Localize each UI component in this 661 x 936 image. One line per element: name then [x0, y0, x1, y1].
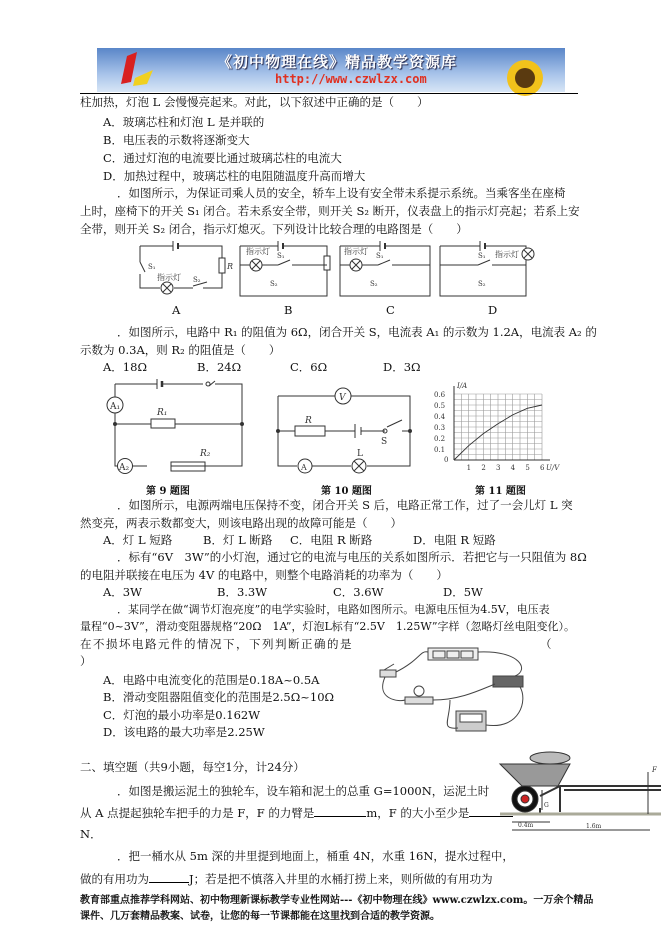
option-b: B．滑动变阻器阻值变化的范围是2.5Ω~10Ω — [103, 690, 335, 704]
y-tick-label: 0.3 — [434, 424, 446, 432]
section-heading: 二、填空题（共9小题，每空1分，计24分） — [80, 760, 305, 774]
question-text: ．把一桶水从 5m 深的井里提到地面上，桶重 4N，水重 16N，提水过程中， — [117, 849, 514, 863]
option-c: C．通过灯泡的电流要比通过玻璃芯柱的电流大 — [103, 151, 342, 165]
x-tick-label: 1 — [466, 464, 472, 472]
question-text: 做的有用功为 J；若是把不慎落入井里的水桶打捞上来，则所做的有用功为 — [80, 872, 493, 886]
option-d: D．5W — [443, 585, 483, 599]
svg-text:G: G — [544, 802, 549, 809]
svg-text:指示灯: 指示灯 — [157, 273, 181, 282]
option-c: C．灯泡的最小功率是0.162W — [103, 708, 261, 722]
question-text: 在不损坏电路元件的情况下，下列判断正确的是 — [80, 637, 353, 651]
option-d: D．3Ω — [383, 360, 421, 374]
y-tick-label: 0.1 — [434, 446, 446, 454]
option-b: B．3.3W — [217, 585, 268, 599]
svg-text:指示灯: 指示灯 — [344, 247, 368, 256]
option-b: B．电压表的示数将逐渐变大 — [103, 133, 250, 147]
y-tick-label: 0.6 — [434, 391, 446, 399]
option-c: C．6Ω — [290, 360, 328, 374]
option-a: A．18Ω — [103, 360, 147, 374]
svg-text:S₁: S₁ — [478, 252, 486, 260]
svg-text:L: L — [357, 449, 363, 459]
logo-icon — [109, 48, 169, 92]
question-text: 量程“0~3V”，滑动变阻器规格“20Ω 1A”，灯泡L标有“2.5V 1.25W”字样（忽略灯丝电阻变化）。 — [80, 620, 575, 633]
circuit-c — [340, 241, 430, 296]
svg-text:指示灯: 指示灯 — [495, 250, 519, 259]
question-text: ．如图所示，电源两端电压保持不变，闭合开关 S 后，电路正常工作，过了一会儿灯 L 突 — [117, 498, 573, 512]
x-tick-label: 3 — [496, 464, 501, 472]
y-tick-label: 0.4 — [434, 413, 446, 421]
seatbelt-circuits — [135, 238, 535, 300]
circuit-d — [440, 241, 534, 296]
x-tick-label: 2 — [481, 464, 486, 472]
x-tick-label: 5 — [525, 464, 530, 472]
question-text: ．某同学在做“调节灯泡亮度”的电学实验时，电路如图所示。电源电压恒为4.5V，电压表 — [117, 603, 550, 616]
svg-text:S₁: S₁ — [277, 252, 285, 260]
figure-11-chart — [430, 380, 560, 476]
apparatus-figure — [380, 640, 530, 740]
footer-line: 教育部重点推荐学科网站、初中物理新课标教学专业性网站---《初中物理在线》www.czwlzx.com。一万余个精品 — [80, 895, 594, 906]
x-tick-label: 6 — [540, 464, 545, 472]
option-c: C．3.6W — [333, 585, 384, 599]
question-text: 的电阻并联接在电压为 4V 的电路中，则整个电路消耗的功率为（ ） — [80, 568, 448, 582]
svg-text:S: S — [381, 437, 388, 447]
svg-text:F: F — [652, 766, 657, 774]
svg-text:R: R — [305, 416, 312, 426]
option-a: A．电路中电流变化的范围是0.18A~0.5A — [103, 673, 320, 687]
answer-blank[interactable] — [314, 804, 366, 817]
option-d: D．加热过程中，玻璃芯柱的电阻随温度升高而增大 — [103, 169, 366, 183]
question-text: ．标有“6V 3W”的小灯泡，通过它的电流与电压的关系如图所示．若把它与一只阻值为 8Ω — [117, 550, 587, 564]
option-b: B．灯 L 断路 — [203, 533, 273, 547]
question-text: 全带，则开关 S₂ 闭合，指示灯熄灭。下列设计比较合理的电路图是（ ） — [80, 222, 468, 236]
svg-text:A: A — [301, 463, 307, 472]
question-text: 上时，座椅下的开关 S₁ 闭合。若未系安全带，则开关 S₂ 断开，仪表盘上的指示灯亮起；若系上安 — [80, 204, 580, 218]
svg-text:A₂: A₂ — [119, 463, 130, 473]
circuit-label-a: A — [172, 303, 181, 317]
wheelbarrow-figure — [500, 752, 661, 834]
svg-text:A₁: A₁ — [110, 402, 121, 412]
sunflower-icon — [487, 48, 557, 92]
origin-label: 0 — [444, 456, 449, 464]
figure-10-caption: 第 10 题图 — [321, 486, 372, 497]
answer-paren: （ — [540, 637, 552, 651]
question-text: 示数为 0.3A，则 R₂ 的阻值是（ ） — [80, 343, 281, 357]
svg-text:S₂: S₂ — [270, 280, 278, 288]
svg-text:R₂: R₂ — [200, 449, 211, 459]
svg-text:指示灯: 指示灯 — [246, 247, 270, 256]
y-axis-label: I/A — [457, 382, 468, 390]
answer-blank[interactable] — [149, 870, 189, 883]
figure-9-caption: 第 9 题图 — [146, 486, 190, 497]
svg-text:V: V — [339, 393, 346, 403]
question-text: N． — [80, 827, 102, 841]
circuit-label-c: C — [386, 303, 395, 317]
option-d: D．电阻 R 短路 — [413, 533, 496, 547]
svg-text:S₁: S₁ — [376, 252, 384, 260]
figure-9-circuit — [105, 380, 245, 472]
option-a: A．3W — [103, 585, 142, 599]
question-text: ．如图所示，电路中 R₁ 的阻值为 6Ω，闭合开关 S，电流表 A₁ 的示数为 1.2A，电流表 A₂ 的 — [117, 325, 597, 339]
svg-text:R: R — [227, 262, 234, 271]
header-banner — [97, 48, 565, 92]
figure-10-circuit — [275, 380, 415, 472]
answer-paren: ） — [80, 654, 92, 668]
y-tick-label: 0.2 — [434, 435, 446, 443]
banner-url[interactable]: http://www.czwlzx.com — [275, 72, 427, 86]
banner-title: 《初中物理在线》精品教学资源库 — [217, 53, 458, 71]
x-axis-label: U/V — [546, 464, 560, 472]
question-text: 柱加热，灯泡 L 会慢慢亮起来。对此，以下叙述中正确的是（ ） — [80, 95, 429, 109]
x-tick-label: 4 — [510, 464, 516, 472]
question-text: 然变亮，两表示数都变大，则该电路出现的故障可能是（ ） — [80, 516, 402, 530]
circuit-label-b: B — [284, 303, 293, 317]
y-tick-label: 0.5 — [434, 402, 446, 410]
option-a: A．玻璃芯柱和灯泡 L 是并联的 — [103, 115, 265, 129]
svg-text:R₁: R₁ — [157, 408, 168, 418]
question-text: 从 A 点提起独轮车把手的力是 F，F 的力臂是 m，F 的大小至少是 — [80, 804, 513, 821]
svg-text:1.6m: 1.6m — [586, 823, 602, 830]
circuit-label-d: D — [488, 303, 498, 317]
svg-text:0.4m: 0.4m — [518, 822, 534, 829]
svg-text:S₂: S₂ — [478, 280, 486, 288]
circuit-b — [240, 241, 330, 296]
svg-text:S₂: S₂ — [193, 276, 201, 284]
svg-text:S₂: S₂ — [370, 280, 378, 288]
option-c: C．电阻 R 断路 — [290, 533, 373, 547]
footer-line: 课件、几万套精品教案、试卷，让您的每一节课都能在这里找到合适的教学资源。 — [80, 911, 440, 922]
question-text: ．如图是搬运泥土的独轮车，设车箱和泥土的总重 G=1000N，运泥土时 — [117, 784, 490, 798]
option-b: B．24Ω — [197, 360, 242, 374]
option-a: A．灯 L 短路 — [103, 533, 173, 547]
figure-11-caption: 第 11 题图 — [475, 486, 526, 497]
svg-text:S₁: S₁ — [148, 263, 156, 271]
circuit-a — [140, 241, 233, 294]
question-text: ．如图所示，为保证司乘人员的安全，轿车上设有安全带未系提示系统。当乘客坐在座椅 — [117, 186, 566, 200]
option-d: D．该电路的最大功率是2.25W — [103, 725, 265, 739]
